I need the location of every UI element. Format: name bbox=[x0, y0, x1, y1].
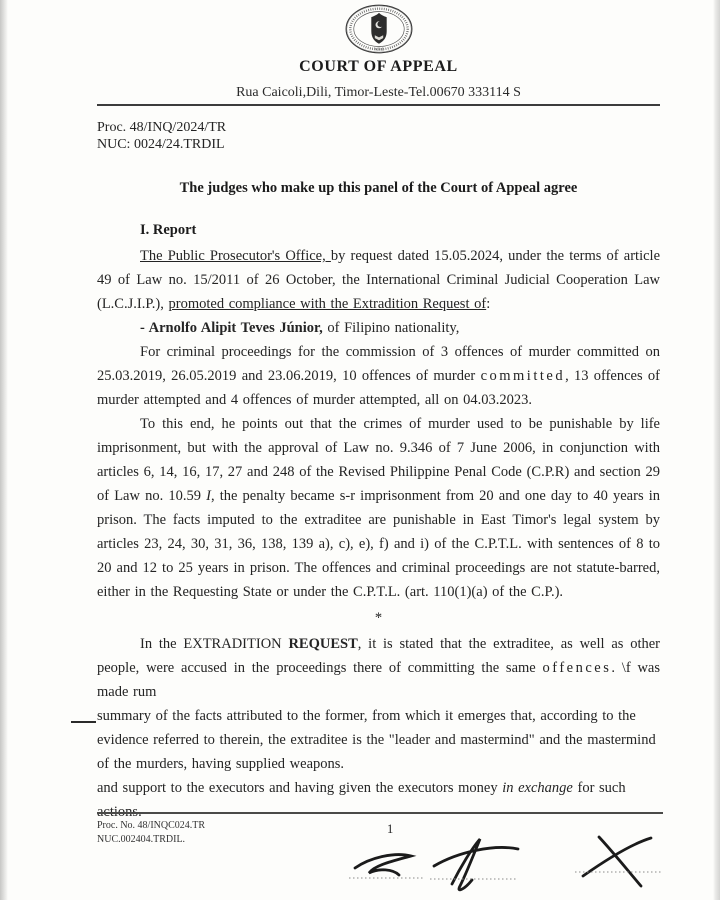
court-seal-icon bbox=[344, 3, 414, 55]
text-run: summary of the facts attributed to the former, from which it emerges that, according to the evidence referred to therein, the extraditee is the "leader and mastermind" and the mastermind of the murders, having supplied weapons. bbox=[97, 708, 656, 772]
text-run: in exchange bbox=[502, 780, 573, 796]
case-reference-block bbox=[97, 119, 660, 153]
seal-bottom-text: W.B.L bbox=[373, 47, 384, 52]
court-address: Rua Caicoli,Dili, Timor-Leste-Tel.00670 333114 S bbox=[97, 85, 660, 106]
text-run: . \f was made rum bbox=[97, 660, 660, 700]
paragraph bbox=[97, 704, 660, 776]
document-footer bbox=[97, 812, 663, 898]
text-run: , it is stated that the extraditee, as well as other people, were accused in the proceedings there of committing the same bbox=[97, 636, 660, 676]
signature-1 bbox=[345, 840, 429, 895]
text-run: offences bbox=[542, 660, 612, 676]
text-run: promoted compliance with the Extradition Request of bbox=[168, 296, 487, 312]
text-run: * bbox=[374, 610, 383, 626]
footer-proc-number: Proc. No. 48/INQC024.TR bbox=[97, 820, 206, 831]
paragraph bbox=[97, 316, 660, 340]
nuc-number: NUC: 0024/24.TRDIL bbox=[97, 137, 225, 152]
document-content bbox=[97, 0, 660, 824]
page-number: 1 bbox=[387, 822, 394, 836]
signature-2 bbox=[422, 832, 526, 899]
scan-edge-left bbox=[0, 0, 8, 900]
signature-3 bbox=[569, 832, 669, 897]
paragraph bbox=[97, 606, 660, 630]
text-run: and support to the executors and having given the executors money bbox=[97, 780, 503, 796]
text-run: by request dated 15.05.2024, under the terms of article 49 of Law no. 15/2011 of 26 October, the International Criminal Judicial Cooperation Law (L.C.J.I.P.), bbox=[97, 248, 661, 312]
panel-agreement-heading: The judges who make up this panel of the Court of Appeal agree bbox=[179, 180, 578, 196]
paragraph bbox=[97, 412, 660, 604]
text-run: committed bbox=[480, 368, 566, 384]
report-section-title: I. Report bbox=[140, 222, 197, 238]
text-run: , the penalty became s-r imprisonment from 20 and one day to 40 years in prison. The facts imputed to the extraditee are punishable in East Timor's legal system by articles 23, 24, 30, 31, 36, 138, 139 a), c), e), f) and i) of the C.P.T.L. with sentences of 8 to 20 and 12 to 25 years in prison. The offences and criminal proceedings are not statute-barred, either in the Requesting State or under the C.P.T.L. (art. 110(1)(a) of the C.P.). bbox=[97, 488, 660, 600]
text-run: For criminal proceedings for the commission of 3 offences of murder committed on 25.03.2019, 26.05.2019 and 23.06.2019, 10 offences of murder bbox=[97, 344, 660, 384]
text-run: In the EXTRADITION bbox=[140, 636, 289, 652]
text-run: I bbox=[206, 488, 211, 504]
proc-number: Proc. 48/INQ/2024/TR bbox=[97, 120, 227, 135]
text-run: , 13 offences of murder attempted and 4 offences of murder attempted, all on 04.03.2023. bbox=[97, 368, 660, 408]
footer-rule bbox=[97, 812, 663, 814]
court-name: COURT OF APPEAL bbox=[299, 58, 458, 75]
paragraph bbox=[97, 340, 660, 412]
document-body bbox=[97, 244, 660, 824]
paragraph bbox=[97, 244, 660, 316]
text-run: To this end, he points out that the crimes of murder used to be punishable by life imprisonment, but with the approval of Law no. 9.346 of 7 June 2006, in conjunction with articles 6, 14, 16, 17, 27 and 248 of the Revised Philippine Penal Code (C.P.R) and section 29 of Law no. 10.59 bbox=[97, 416, 660, 504]
footer-nuc-number: NUC.002404.TRDIL. bbox=[97, 833, 186, 845]
document-header bbox=[97, 3, 660, 153]
text-run: of Filipino nationality, bbox=[322, 320, 460, 336]
text-run: : bbox=[486, 296, 491, 312]
text-run: - Arnolfo Alipit Teves Júnior, bbox=[140, 320, 323, 336]
text-run: The Public Prosecutor's Office, bbox=[140, 248, 331, 264]
margin-correction-dash bbox=[71, 721, 96, 723]
text-run: for such actions. bbox=[97, 780, 626, 820]
text-run: REQUEST bbox=[288, 636, 358, 652]
paragraph bbox=[97, 632, 660, 704]
scan-edge-right bbox=[713, 0, 720, 900]
